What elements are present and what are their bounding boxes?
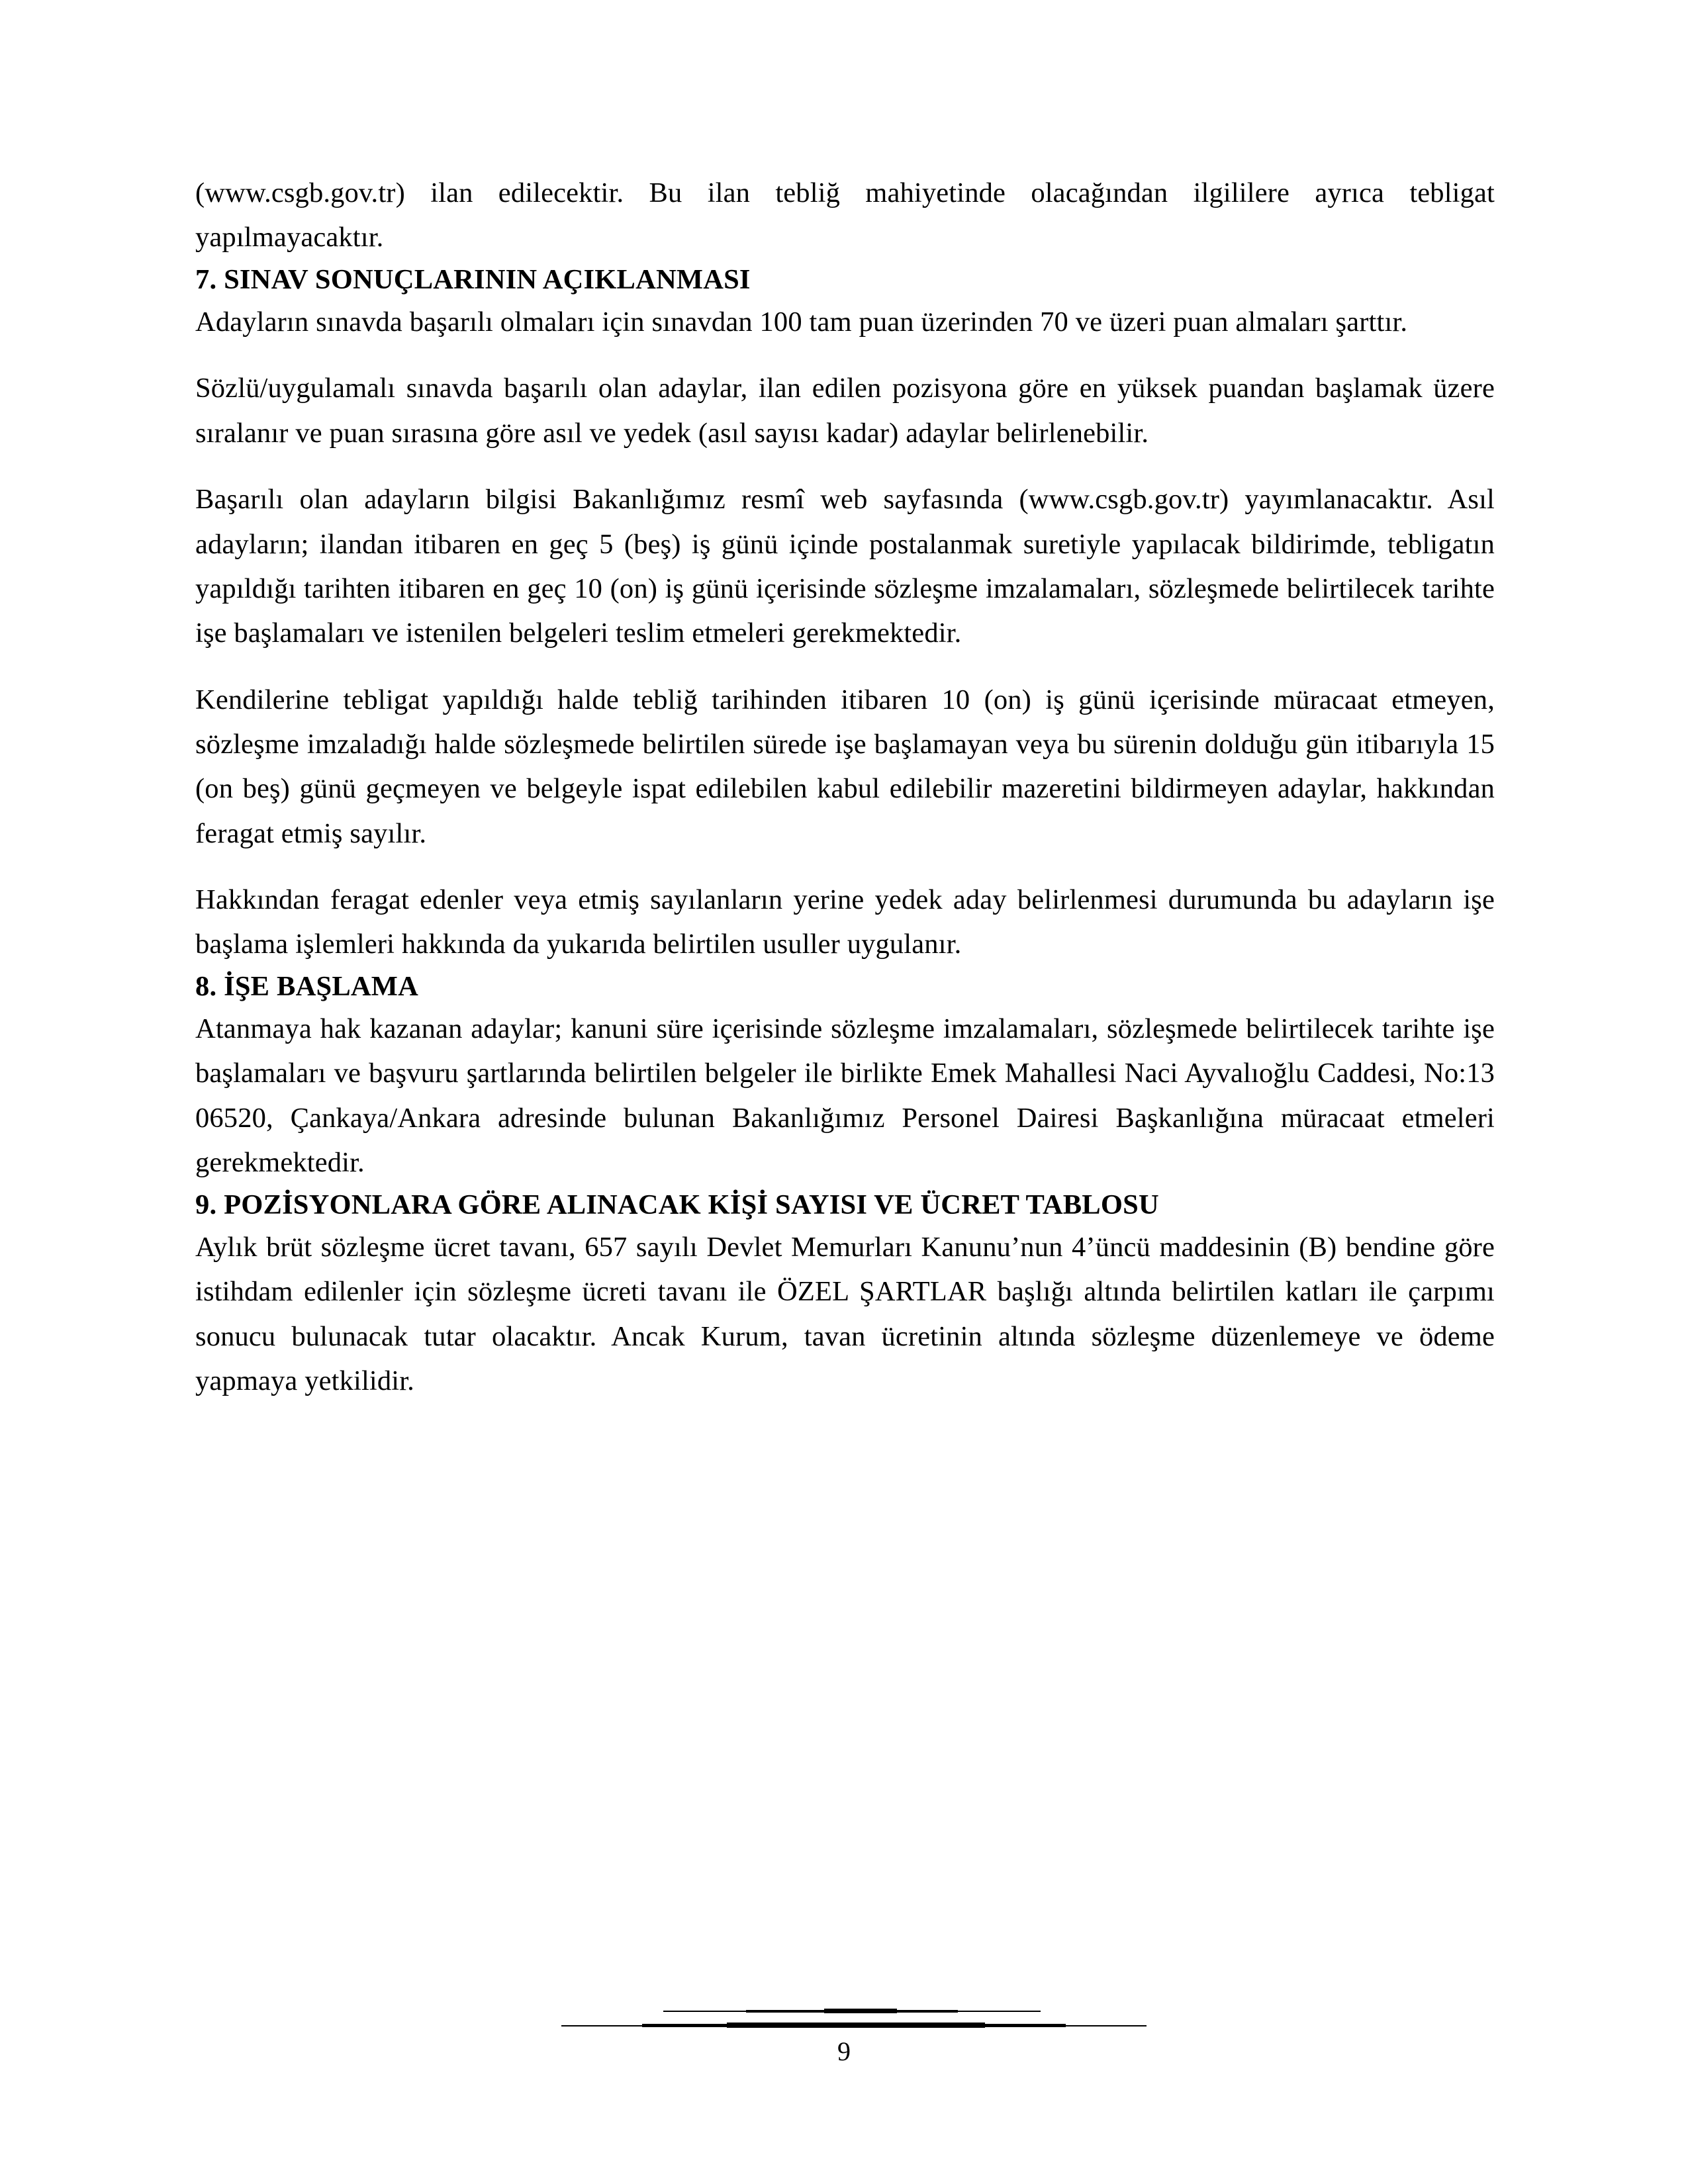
- heading-7-sinav-sonuclarinin-aciklanmasi: 7. SINAV SONUÇLARININ AÇIKLANMASI: [195, 263, 751, 295]
- paragraph-siralama-asil-yedek: Sözlü/uygulamalı sınavda başarılı olan adaylar, ilan edilen pozisyona göre en yüksek puandan başlamak üzere sıralanır ve puan sırasına göre asıl ve yedek (asıl sayısı kadar) adaylar belirlenebilir.: [195, 373, 1495, 449]
- footer-rule-top-thicker: [824, 2009, 897, 2013]
- paragraph-basarili-adaylar-bilgisi: Başarılı olan adayların bilgisi Bakanlığımız resmî web sayfasında (www.csgb.gov.tr) yayımlanacaktır. Asıl adayların; ilandan itibaren en geç 5 (beş) iş günü içinde postalanmak suretiyle yapılacak bildirimde, tebligatın yapıldığı tarihten itibaren en geç 10 (on) iş günü içerisinde sözleşme imzalamaları, sözleşmede belirtilecek tarihte işe başlamaları ve istenilen belgeleri teslim etmeleri gerekmektedir.: [195, 484, 1495, 649]
- paragraph-feragat-sayilma: Kendilerine tebligat yapıldığı halde tebliğ tarihinden itibaren 10 (on) iş günü içerisinde müracaat etmeyen, sözleşme imzaladığı halde sözleşmede belirtilen sürede işe başlamayan veya bu sürenin dolduğu gün itibarıyla 15 (on beş) günü geçmeyen ve belgeyle ispat edilebilen kabul edilebilir mazeretini bildirmeyen adaylar, hakkından feragat etmiş sayılır.: [195, 684, 1495, 849]
- paragraph-ise-baslama-adres: Atanmaya hak kazanan adaylar; kanuni süre içerisinde sözleşme imzalamaları, sözleşmede belirtilecek tarihte işe başlamaları ve başvuru şartlarında belirtilen belgeler ile birlikte Emek Mahallesi Naci Ayvalıoğlu Caddesi, No:13 06520, Çankaya/Ankara adresinde bulunan Bakanlığımız Personel Dairesi Başkanlığına müracaat etmeleri gerekmektedir.: [195, 1013, 1495, 1179]
- page-number: 9: [837, 2036, 851, 2066]
- paragraph-yedek-aday-usul: Hakkından feragat edenler veya etmiş sayılanların yerine yedek aday belirlenmesi durumunda bu adayların işe başlama işlemleri hakkında da yukarıda belirtilen usuller uygulanır.: [195, 884, 1495, 960]
- paragraph-basari-puani: Adayların sınavda başarılı olmaları için sınavdan 100 tam puan üzerinden 70 ve üzeri puan almaları şarttır.: [195, 306, 1408, 338]
- paragraph-ilan-tebligat: (www.csgb.gov.tr) ilan edilecektir. Bu ilan tebliğ mahiyetinde olacağından ilgililere ayrıca tebligat yapılmayacaktır.: [195, 177, 1495, 253]
- document-body: [195, 171, 1495, 1403]
- footer-rule-bottom-thicker: [727, 2023, 985, 2028]
- heading-8-ise-baslama: 8. İŞE BAŞLAMA: [195, 970, 418, 1002]
- heading-9-pozisyonlara-gore-ucret-tablosu: 9. POZİSYONLARA GÖRE ALINACAK KİŞİ SAYISI VE ÜCRET TABLOSU: [195, 1189, 1159, 1220]
- paragraph-ucret-tavani: Aylık brüt sözleşme ücret tavanı, 657 sayılı Devlet Memurları Kanunu’nun 4’üncü maddesinin (B) bendine göre istihdam edilenler için sözleşme ücreti tavanı ile ÖZEL ŞARTLAR başlığı altında belirtilen katları ile çarpımı sonucu bulunacak tutar olacaktır. Ancak Kurum, tavan ücretinin altında sözleşme düzenlemeye ve ödeme yapmaya yetkilidir.: [195, 1231, 1495, 1396]
- footer-divider: [0, 2004, 1688, 2033]
- page-footer: [0, 2004, 1688, 2136]
